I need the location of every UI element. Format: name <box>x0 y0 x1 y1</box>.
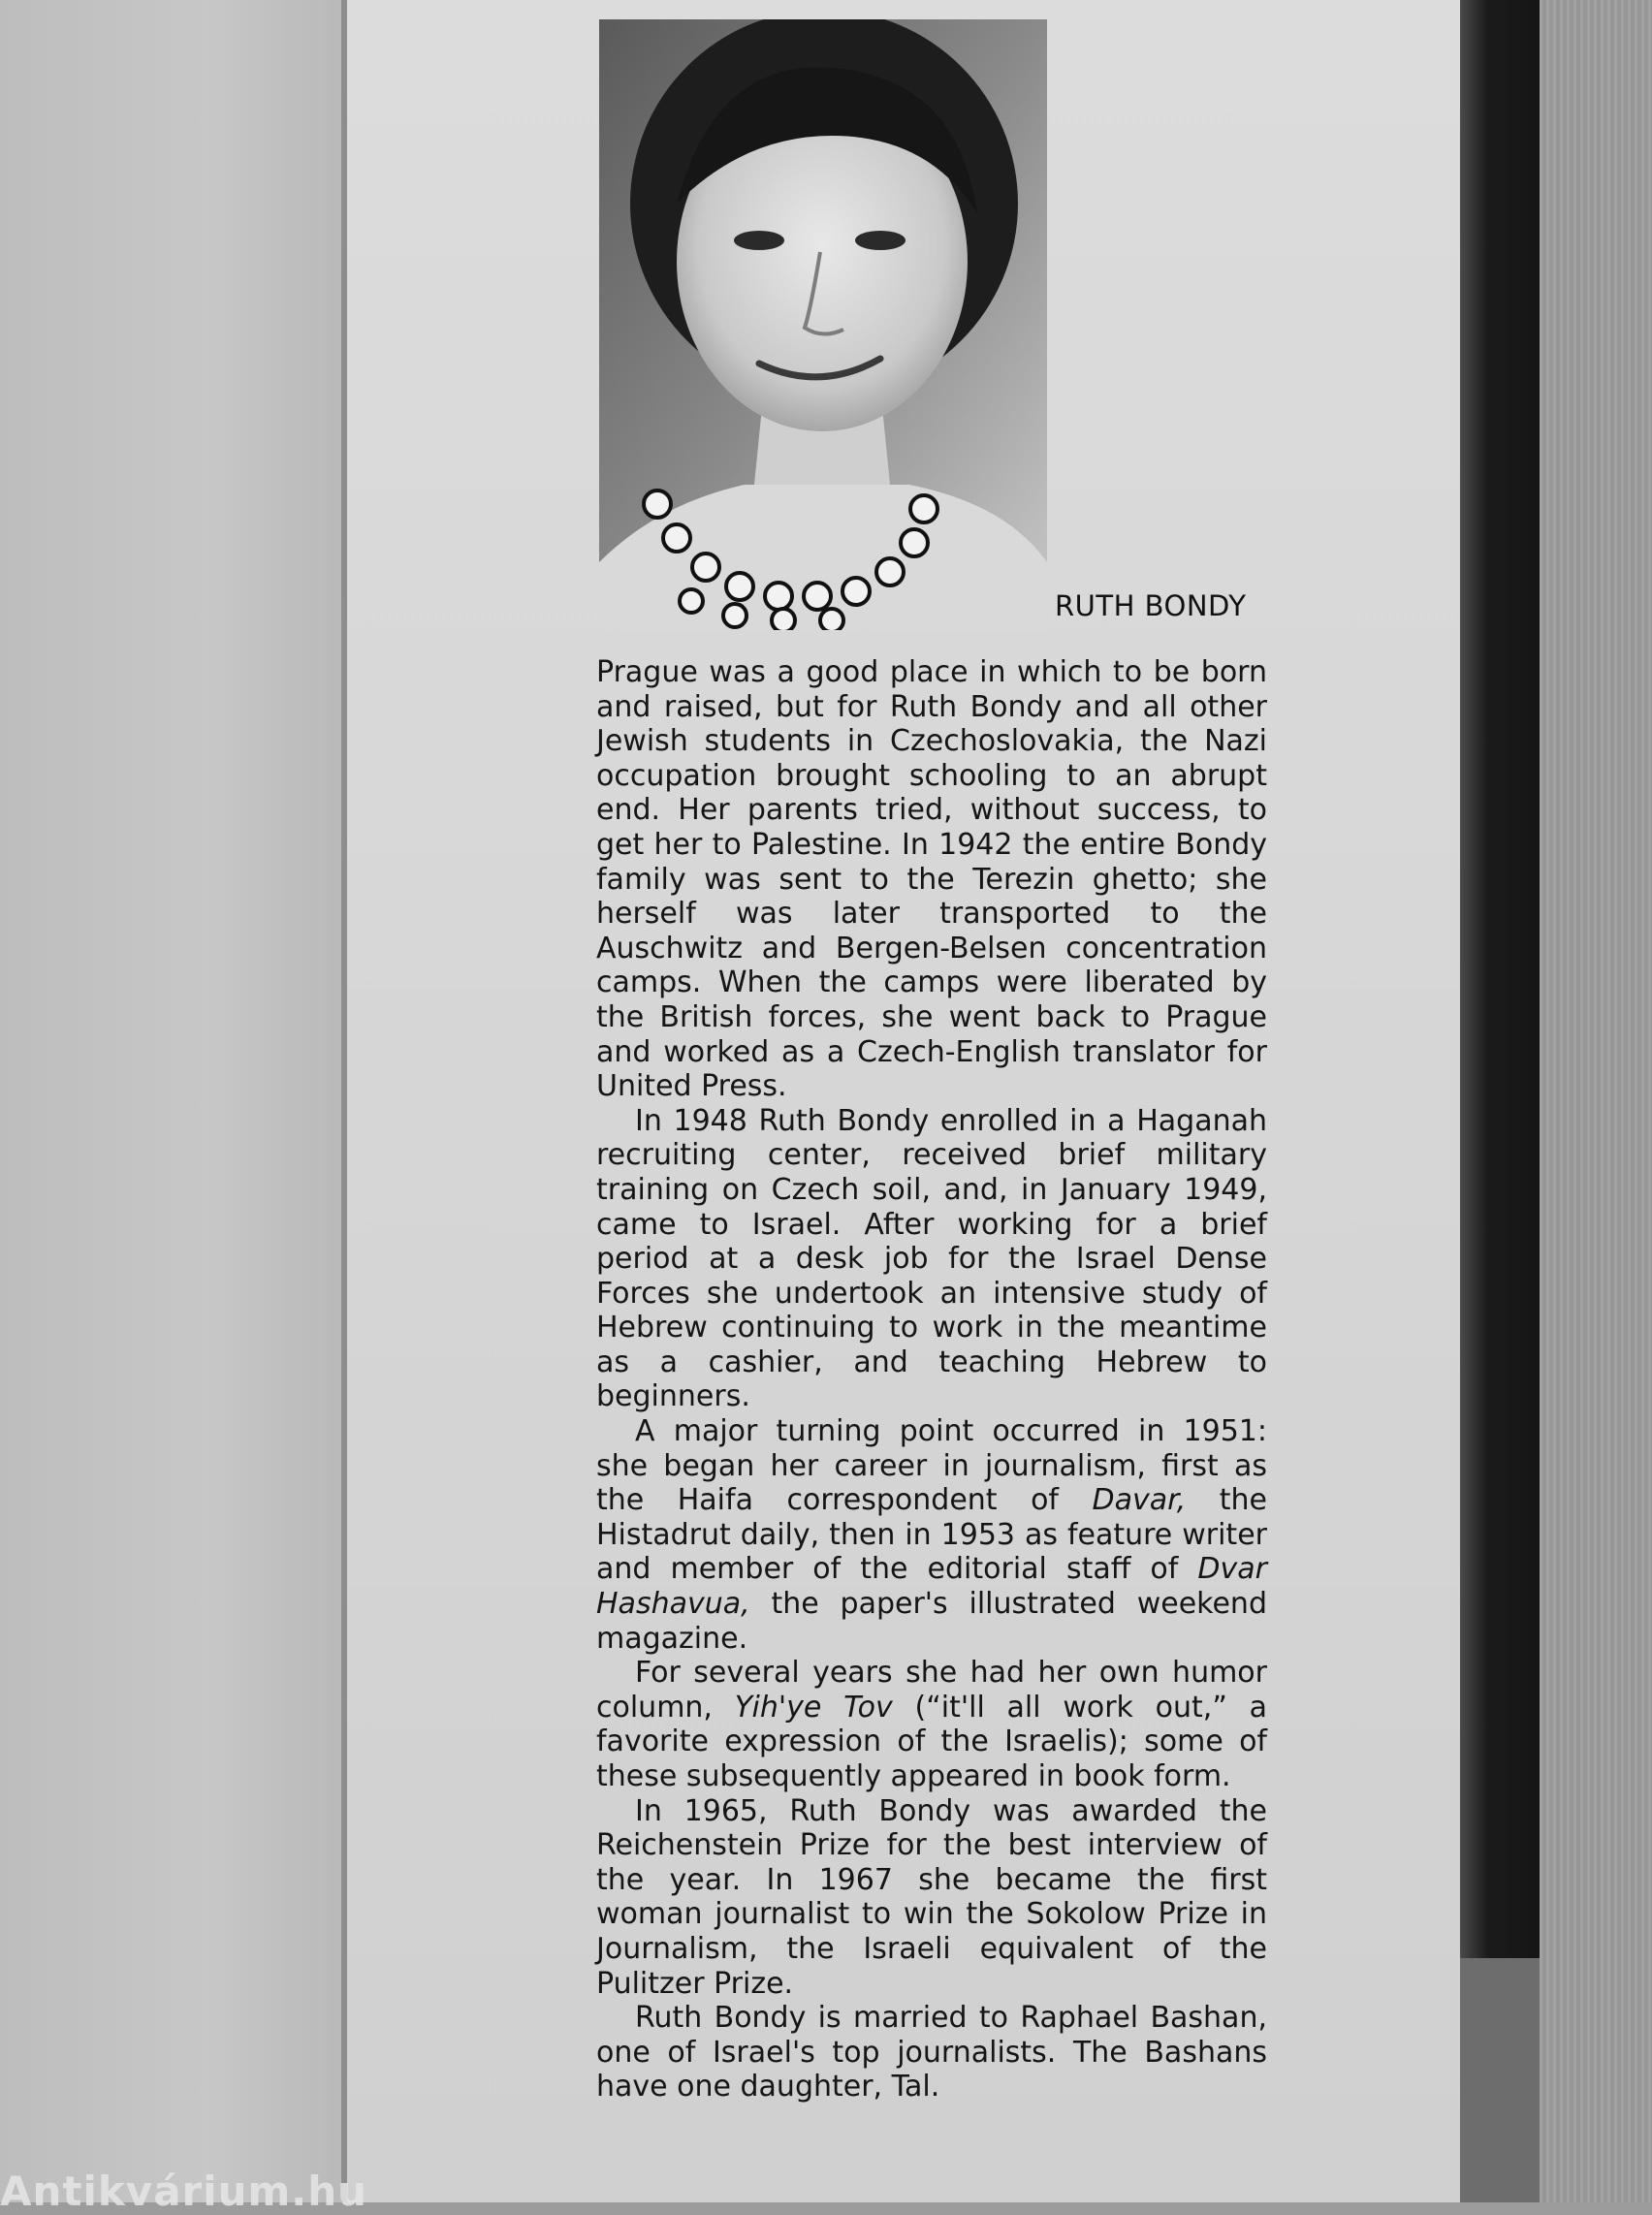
watermark: Antikvárium.hu <box>0 2168 368 2215</box>
author-name-caption: RUTH BONDY <box>1055 589 1247 622</box>
spine-dark-band <box>1460 0 1540 1958</box>
left-page-background <box>0 0 345 2202</box>
cloth-cover <box>1540 0 1652 2202</box>
bio-p3-text-b: the Histadrut daily, then in 1953 as feature writer and member of the editorial staff of <box>596 1483 1267 1587</box>
portrait-image <box>599 19 1047 630</box>
bio-paragraph-5: In 1965, Ruth Bondy was awarded the Reichenstein Prize for the best interview of the year. In 1967 she became the first woman journalist to win the Sokolow Prize in Journalism, the Israeli equivalent of the Pulitzer Prize. <box>596 1793 1267 2001</box>
spine-light-band <box>1460 1958 1540 2202</box>
bio-paragraph-1: Prague was a good place in which to be born and raised, but for Ruth Bondy and all other Jewish students in Czechoslovakia, the Nazi occupation brought schooling to an abrupt end. Her parents tried, without success, to get her to Palestine. In 1942 the entire Bondy family was sent to the Terezin ghetto; she herself was later transported to the Auschwitz and Bergen-Belsen concentration camps. When the camps were liberated by the British forces, she went back to Prague and worked as a Czech-English translator for United Press. <box>596 655 1267 1104</box>
author-biography <box>596 655 1267 2104</box>
bio-p3-text-c: the paper's illustrated weekend magazine. <box>596 1587 1267 1656</box>
author-photo <box>599 19 1047 630</box>
bio-paragraph-4 <box>596 1656 1267 1793</box>
dvar-hashavua-title: Dvar Hashavua, <box>596 1552 1267 1622</box>
bio-paragraph-3 <box>596 1414 1267 1656</box>
bio-p4-text-a: For several years she had her own humor column, <box>596 1656 1267 1725</box>
bio-paragraph-2: In 1948 Ruth Bondy enrolled in a Haganah recruiting center, received brief military training on Czech soil, and, in January 1949, came to Israel. After working for a brief period at a desk job for the Israel Dense Forces she undertook an intensive study of Hebrew continuing to work in the meantime as a cashier, and teaching Hebrew to beginners. <box>596 1103 1267 1414</box>
column-title: Yih'ye Tov <box>734 1690 893 1725</box>
davar-title: Davar, <box>1092 1483 1187 1518</box>
bio-paragraph-6: Ruth Bondy is married to Raphael Bashan, one of Israel's top journalists. The Bashans have one daughter, Tal. <box>596 2001 1267 2104</box>
bio-p3-text-a: A major turning point occurred in 1951: she began her career in journalism, first as the Haifa correspondent of <box>596 1414 1267 1518</box>
bio-p4-text-b: (“it'll all work out,” a favorite expression of the Israelis); some of these subsequently appeared in book form. <box>596 1690 1267 1793</box>
